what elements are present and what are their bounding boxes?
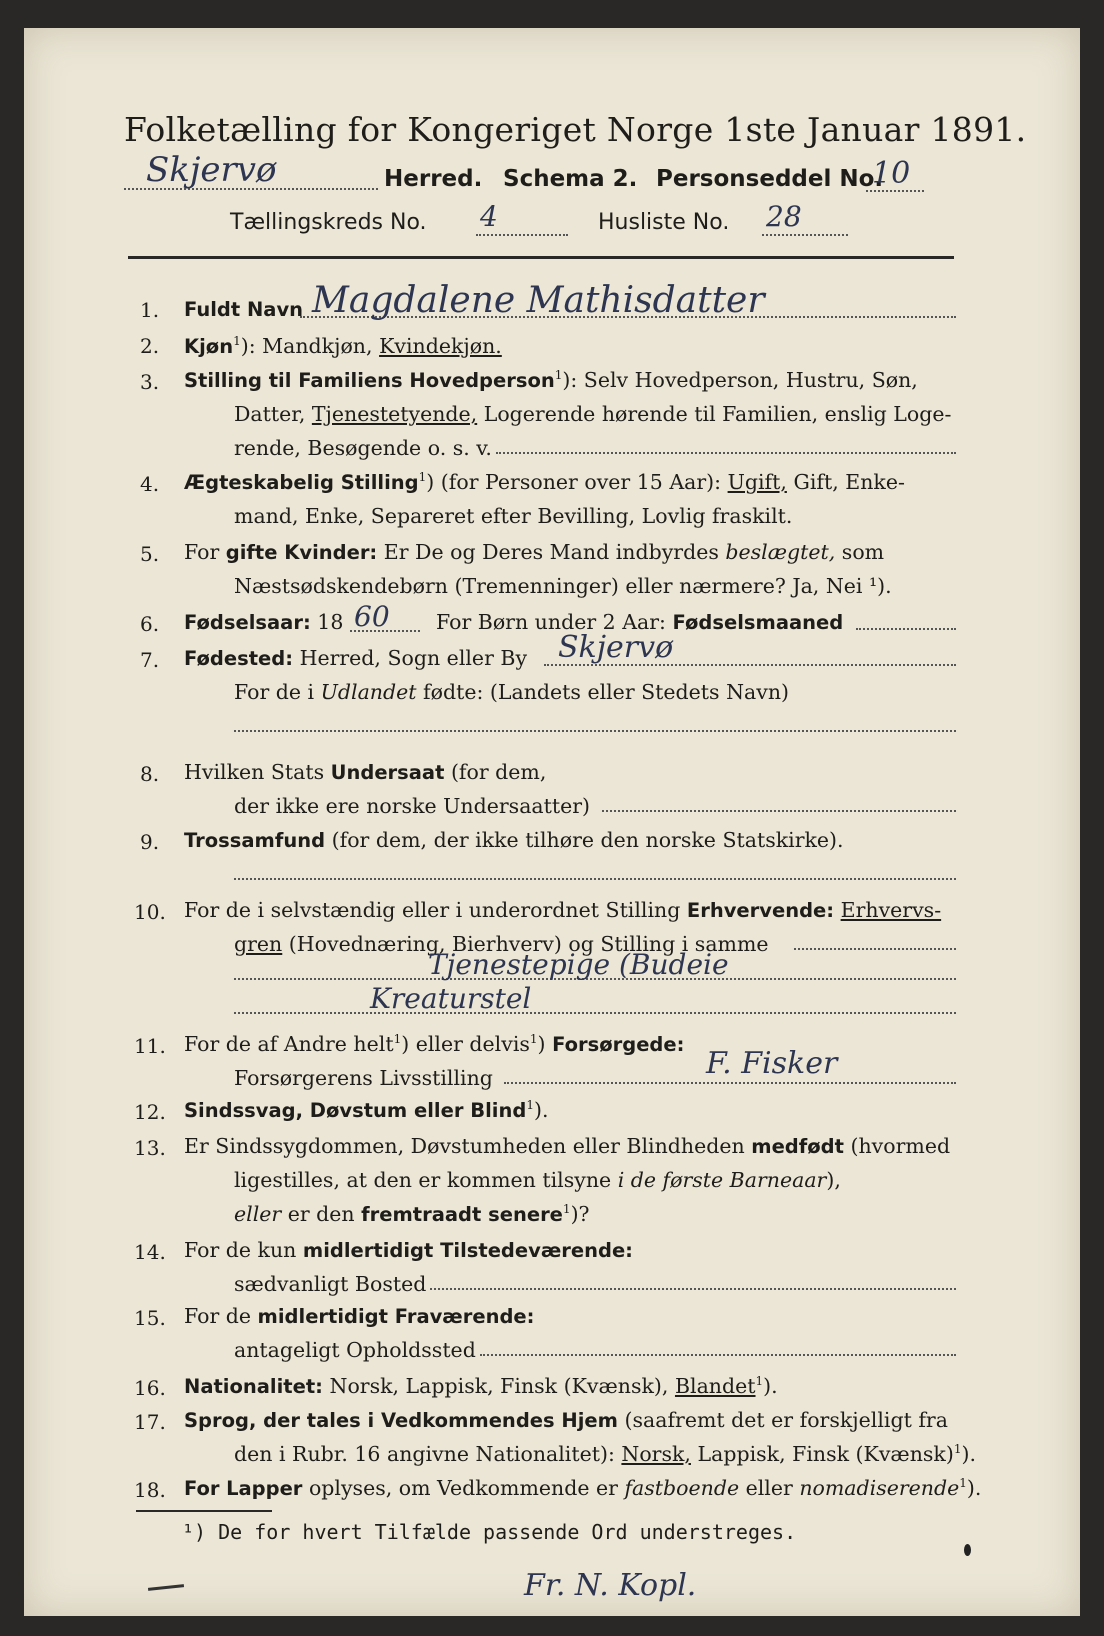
q5-som: som — [841, 540, 885, 564]
ink-spot — [964, 1544, 971, 1556]
family-position-option-datter: Datter, — [234, 402, 306, 426]
herred-label: Herred. — [384, 166, 483, 192]
birth-year-prefix: 18 — [317, 610, 344, 634]
q13-c: (hvormed — [850, 1134, 951, 1158]
q13-line3 — [234, 1202, 590, 1226]
q13-congenital: medfødt — [751, 1135, 844, 1158]
q6-line — [184, 610, 343, 634]
q13-line1 — [184, 1134, 950, 1158]
occupation-line-3 — [234, 1012, 956, 1014]
item-number: 1. — [140, 298, 160, 322]
item-number: 9. — [140, 830, 160, 854]
item-number: 16. — [134, 1376, 166, 1400]
item-number: 2. — [140, 334, 160, 358]
religion-label: Trossamfund — [184, 829, 326, 852]
q15-line1 — [184, 1304, 534, 1328]
foreign-birthplace-line — [234, 730, 956, 732]
birthplace-value: Skjervø — [558, 630, 674, 665]
footnote-mark: 1 — [526, 1098, 534, 1113]
temporary-present-label: midlertidigt Tilstedeværende: — [302, 1239, 633, 1262]
q8-line2: der ikke ere norske Undersaatter) — [234, 794, 591, 818]
footnote-mark: ¹) — [182, 1520, 207, 1544]
q15-a: For de — [184, 1304, 252, 1328]
q6-children-text: For Børn under 2 Aar: — [436, 610, 666, 634]
q17-2a: den i Rubr. 16 angivne Nationalitet): — [234, 1442, 615, 1466]
q17-2d: ). — [961, 1442, 977, 1466]
marital-status-label: Ægteskabelig Stilling — [184, 471, 419, 494]
item-number: 18. — [134, 1478, 166, 1502]
q11-c: ) — [537, 1032, 546, 1056]
q17-line2 — [234, 1442, 976, 1466]
probable-residence-line — [480, 1354, 956, 1356]
q8-line1 — [184, 760, 546, 784]
q13-a: Er Sindssygdommen, Døvstumheden eller Blindheden — [184, 1134, 745, 1158]
husliste-label: Husliste No. — [598, 210, 730, 235]
personseddel-label: Personseddel No. — [656, 166, 884, 192]
q4-line1 — [184, 470, 905, 494]
disability-label: Sindssvag, Døvstum eller Blind — [184, 1099, 527, 1122]
citizenship-label: Undersaat — [330, 761, 445, 784]
footnote-mark: 1 — [418, 470, 427, 485]
family-position-options-1: ): Selv Hovedperson, Hustru, Søn, — [562, 368, 918, 392]
q13-2b: i de første Barneaar — [617, 1168, 827, 1192]
nationality-options: Norsk, Lappisk, Finsk (Kvænsk), — [329, 1374, 669, 1398]
q8-c: (for dem, — [450, 760, 547, 784]
personseddel-value: 10 — [872, 156, 911, 191]
item-number: 14. — [134, 1240, 166, 1264]
q13-3b: er den — [287, 1202, 355, 1226]
item-number: 12. — [134, 1100, 166, 1124]
lapps-label: Lapper — [226, 1477, 303, 1500]
q13-3d: )? — [570, 1202, 590, 1226]
q10-gren: gren — [234, 932, 283, 956]
usual-residence-line — [430, 1288, 956, 1290]
item-number: 11. — [134, 1034, 166, 1058]
q14-line1 — [184, 1238, 633, 1262]
schema-label: Schema 2. — [503, 166, 638, 192]
footnote-text: De for hvert Tilfælde passende Ord understreges. — [218, 1520, 797, 1544]
husliste-value: 28 — [766, 200, 802, 233]
footnote-mark: 1 — [554, 368, 563, 383]
birth-year-label: Fødselsaar: — [184, 611, 311, 634]
q5-line2: Næstsødskendebørn (Tremenninger) eller nærmere? Ja, Nei ¹). — [234, 574, 892, 598]
q3-line — [496, 452, 956, 454]
family-position-option-selected: Tjenestetyende, — [311, 402, 478, 426]
probable-residence-label: antageligt Opholdssted — [234, 1338, 476, 1362]
personseddel-line — [866, 190, 924, 192]
occupation-line-1 — [794, 948, 956, 950]
q16-tail: ). — [763, 1374, 778, 1398]
q7-abroad-b: Udlandet — [320, 680, 417, 704]
nationality-label: Nationalitet: — [184, 1375, 323, 1398]
q9-line — [184, 828, 844, 852]
item-number: 10. — [134, 900, 166, 924]
footnote-mark: 1 — [959, 1476, 967, 1491]
q10-c: Erhvervs- — [840, 898, 942, 922]
q12-line — [184, 1098, 548, 1122]
q7-line1 — [184, 646, 527, 670]
birthplace-text: Herred, Sogn eller By — [299, 646, 528, 670]
occupation-value-2: Kreaturstel — [370, 982, 532, 1015]
birthplace-label: Fødested: — [184, 647, 294, 670]
occupation-value-1: Tjenestepige (Budeie — [428, 948, 729, 981]
footnote-rule — [136, 1510, 272, 1512]
temporary-absent-label: midlertidigt Fraværende: — [257, 1305, 535, 1328]
item-number: 6. — [140, 612, 160, 636]
usual-residence-label: sædvanligt Bosted — [234, 1272, 427, 1296]
q11-b: ) eller delvis — [401, 1032, 530, 1056]
married-women-label: gifte Kvinder: — [225, 541, 378, 564]
marital-status-selected: Ugift, — [727, 470, 787, 494]
q11-a: For de af Andre helt — [184, 1032, 394, 1056]
q5-for: For — [184, 540, 220, 564]
q18-for: For — [184, 1477, 220, 1500]
footnote — [182, 1520, 796, 1544]
q3-line1 — [184, 368, 918, 392]
supporter-occupation-value: F. Fisker — [706, 1046, 838, 1081]
kreds-line — [476, 234, 568, 236]
supporter-occupation-line — [504, 1082, 956, 1084]
birth-month-label: Fødselsmaaned — [672, 611, 844, 634]
religion-text: (for dem, der ikke tilhøre den norske Statskirke). — [331, 828, 844, 852]
family-position-options-2: Logerende hørende til Familien, enslig Loge- — [483, 402, 952, 426]
item-number: 5. — [140, 542, 160, 566]
q14-a: For de kun — [184, 1238, 297, 1262]
q12-tail: ). — [533, 1098, 549, 1122]
birth-month-line — [856, 628, 956, 630]
footnote-mark: 1 — [953, 1442, 962, 1457]
sex-male-option: ): Mandkjøn, — [240, 334, 373, 358]
marital-status-note: ) (for Personer over 15 Aar): — [426, 470, 722, 494]
item-number: 17. — [134, 1410, 166, 1434]
nationality-selected: Blandet — [674, 1374, 756, 1398]
q17-2c: Lappisk, Finsk (Kvænsk) — [697, 1442, 954, 1466]
q10-b: (Hovednæring, Bierhverv) og Stilling i samme — [288, 932, 769, 956]
birth-year-line — [350, 630, 420, 632]
footnote-mark: 1 — [393, 1032, 402, 1047]
q7-line2 — [234, 680, 789, 704]
q8-a: Hvilken Stats — [184, 760, 325, 784]
item-number: 13. — [134, 1136, 166, 1160]
sex-label: Kjøn — [184, 335, 234, 358]
q10-line1 — [184, 898, 941, 922]
item-number: 15. — [134, 1306, 166, 1330]
full-name-value: Magdalene Mathisdatter — [312, 280, 765, 321]
family-position-label: Stilling til Familiens Hovedperson — [184, 369, 555, 392]
q18-tail: ). — [966, 1476, 982, 1500]
q13-2c: ), — [826, 1168, 841, 1192]
q16-line — [184, 1374, 778, 1398]
kreds-value: 4 — [480, 200, 498, 233]
language-selected: Norsk, — [621, 1442, 691, 1466]
q17-note: (saafremt det er forskjelligt fra — [624, 1408, 948, 1432]
footnote-mark: 1 — [529, 1032, 538, 1047]
q7-abroad-c: fødte: (Landets eller Stedets Navn) — [423, 680, 790, 704]
header-rule — [128, 256, 954, 259]
q5-question: Er De og Deres Mand indbyrdes — [383, 540, 719, 564]
herred-value: Skjervø — [146, 150, 277, 190]
q3-line2 — [234, 402, 951, 426]
q5-related: beslægtet, — [725, 540, 836, 564]
q2-line — [184, 334, 502, 358]
q13-2a: ligestilles, at den er kommen tilsyne — [234, 1168, 612, 1192]
q18-nomadic: nomadiserende — [799, 1476, 960, 1500]
q13-line2 — [234, 1168, 841, 1192]
language-label: Sprog, der tales i Vedkommendes Hjem — [184, 1409, 618, 1432]
sex-female-option-selected: Kvindekjøn. — [379, 334, 502, 358]
q13-later: fremtraadt senere — [361, 1203, 563, 1226]
husliste-line — [762, 234, 848, 236]
marital-status-options-1: Gift, Enke- — [793, 470, 905, 494]
q7-abroad-a: For de i — [234, 680, 315, 704]
citizenship-line — [602, 810, 956, 812]
supported-label: Forsørgede: — [552, 1033, 685, 1056]
q18-or: eller — [745, 1476, 793, 1500]
q11-line1 — [184, 1032, 684, 1056]
supporter-occupation-label: Forsørgerens Livsstilling — [234, 1066, 493, 1090]
footnote-mark: 1 — [233, 334, 241, 349]
q18-a: oplyses, om Vedkommende er — [308, 1476, 618, 1500]
kreds-label: Tællingskreds No. — [230, 210, 427, 235]
birth-year-value: 60 — [354, 600, 390, 633]
item-number: 3. — [140, 370, 160, 394]
marital-status-options-2: mand, Enke, Separeret efter Bevilling, Lovlig fraskilt. — [234, 504, 793, 528]
q18-line — [184, 1476, 981, 1500]
q17-line1 — [184, 1408, 948, 1432]
full-name-label: Fuldt Navn — [184, 298, 304, 321]
family-position-options-3: rende, Besøgende o. s. v. — [234, 436, 492, 460]
q10-a: For de i selvstændig eller i underordnet Stilling — [184, 898, 681, 922]
occupation-label: Erhvervende: — [686, 899, 835, 922]
footnote-mark: 1 — [755, 1374, 764, 1389]
form-title: Folketælling for Kongeriget Norge 1ste Januar 1891. — [124, 110, 1027, 149]
footnote-mark: 1 — [562, 1202, 571, 1217]
q5-line1 — [184, 540, 884, 564]
enumerator-signature: Fr. N. Kopl. — [524, 1568, 697, 1603]
item-number: 7. — [140, 648, 160, 672]
item-number: 4. — [140, 472, 160, 496]
q13-3a: eller — [234, 1202, 282, 1226]
item-number: 8. — [140, 762, 160, 786]
religion-line — [234, 878, 956, 880]
q18-settled: fastboende — [624, 1476, 740, 1500]
